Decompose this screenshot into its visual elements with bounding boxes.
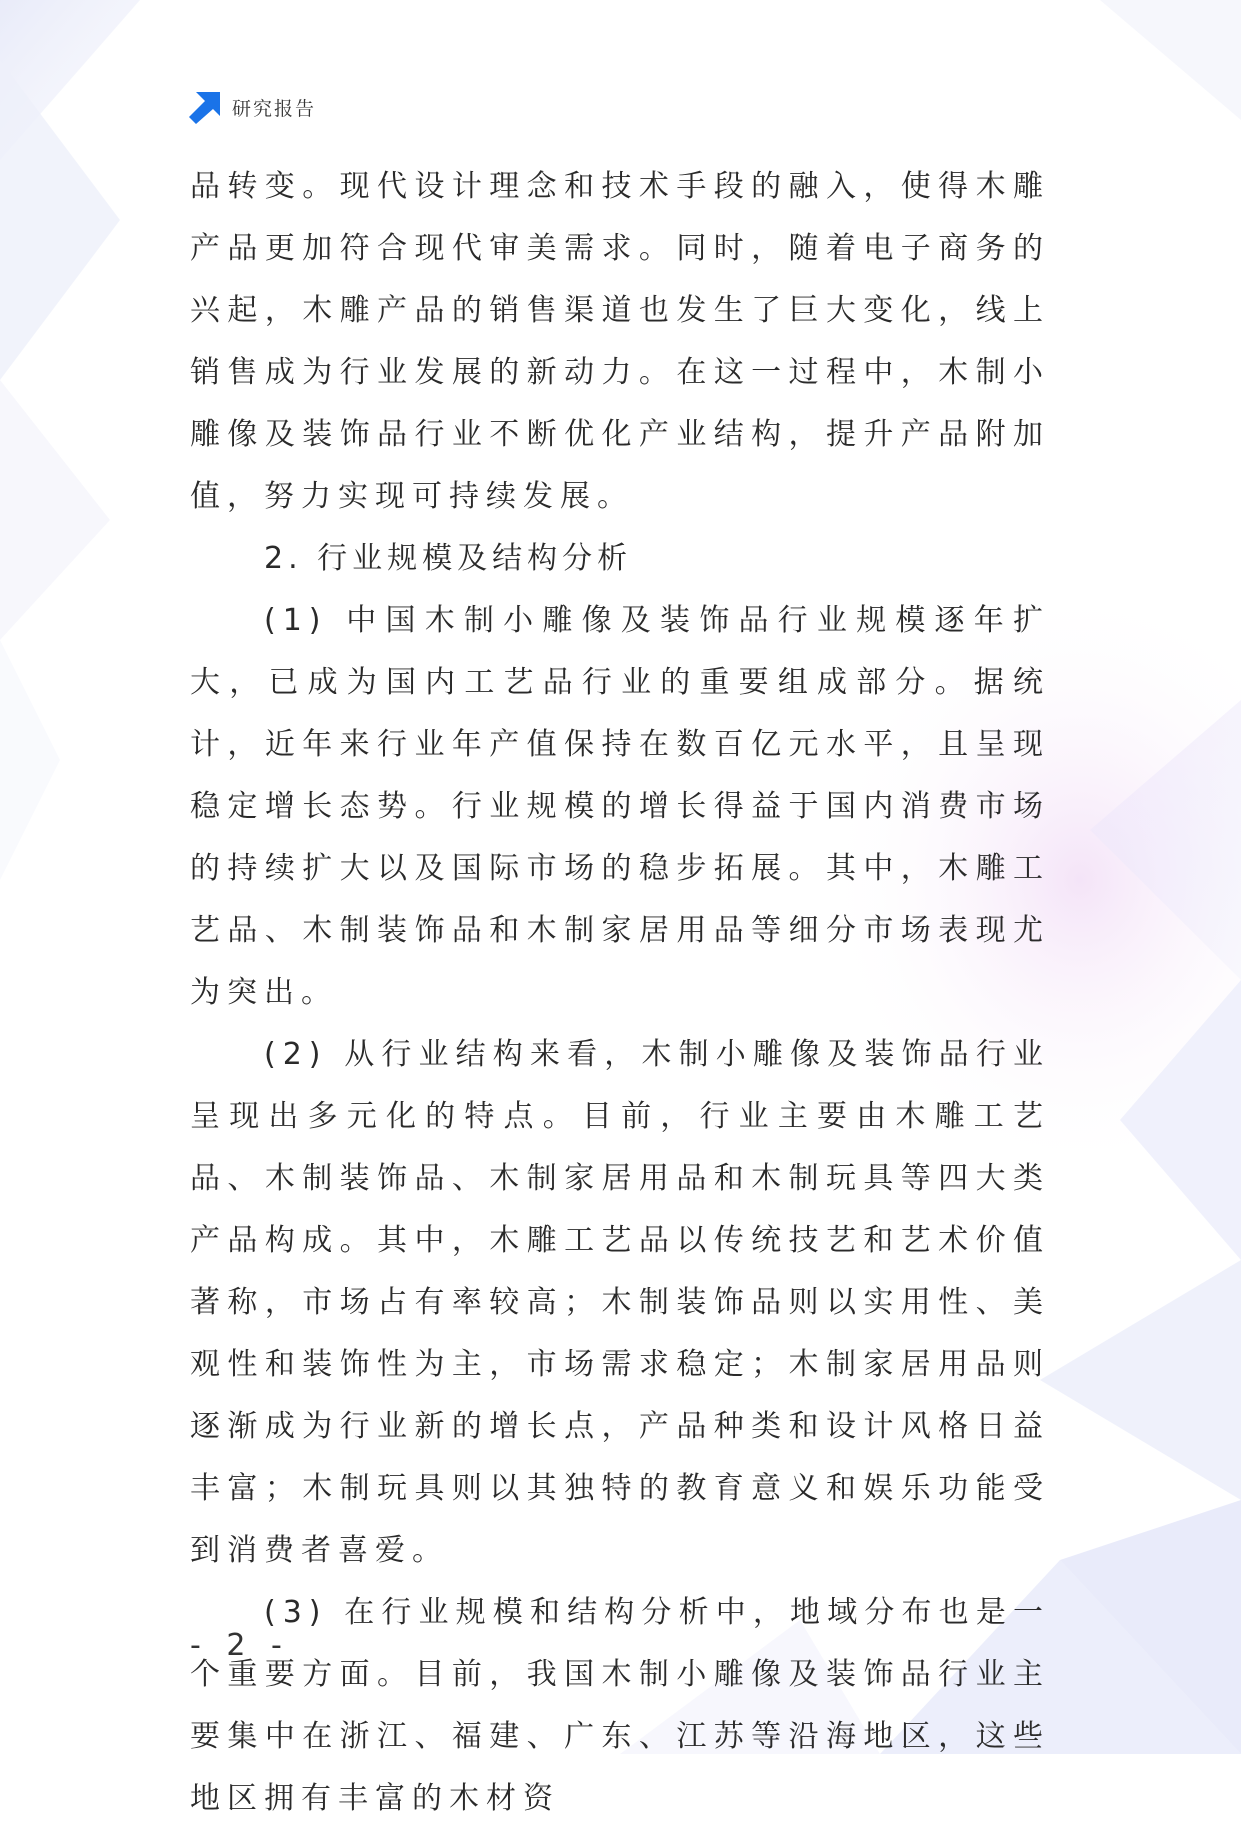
paragraph-3: (3) 在行业规模和结构分析中，地域分布也是一个重要方面。目前，我国木制小雕像及装饰品行业主要集中在浙江、福建、广东、江苏等沿海地区，这些地区拥有丰富的木材资	[190, 1595, 1050, 1816]
section-heading: 2. 行业规模及结构分析	[264, 541, 633, 576]
page-content	[190, 156, 1050, 1830]
report-type-label: 研究报告	[232, 97, 317, 120]
paragraph-1: (1) 中国木制小雕像及装饰品行业规模逐年扩大，已成为国内工艺品行业的重要组成部分。据统计，近年来行业年产值保持在数百亿元水平，且呈现稳定增长态势。行业规模的增长得益于国内消费市场的持续扩大以及国际市场的稳步拓展。其中，木雕工艺品、木制装饰品和木制家居用品等细分市场表现尤为突出。	[190, 603, 1050, 1010]
report-header	[188, 90, 316, 124]
intro-paragraph: 品转变。现代设计理念和技术手段的融入，使得木雕产品更加符合现代审美需求。同时，随着电子商务的兴起，木雕产品的销售渠道也发生了巨大变化，线上销售成为行业发展的新动力。在这一过程中，木制小雕像及装饰品行业不断优化产业结构，提升产品附加值，努力实现可持续发展。	[190, 169, 1050, 514]
paragraph-2: (2) 从行业结构来看，木制小雕像及装饰品行业呈现出多元化的特点。目前，行业主要由木雕工艺品、木制装饰品、木制家居用品和木制玩具等四大类产品构成。其中，木雕工艺品以传统技艺和艺术价值著称，市场占有率较高；木制装饰品则以实用性、美观性和装饰性为主，市场需求稳定；木制家居用品则逐渐成为行业新的增长点，产品种类和设计风格日益丰富；木制玩具则以其独特的教育意义和娱乐功能受到消费者喜爱。	[190, 1037, 1050, 1568]
arrow-up-right-icon	[188, 90, 222, 124]
page-number: - 2 -	[190, 1628, 290, 1663]
